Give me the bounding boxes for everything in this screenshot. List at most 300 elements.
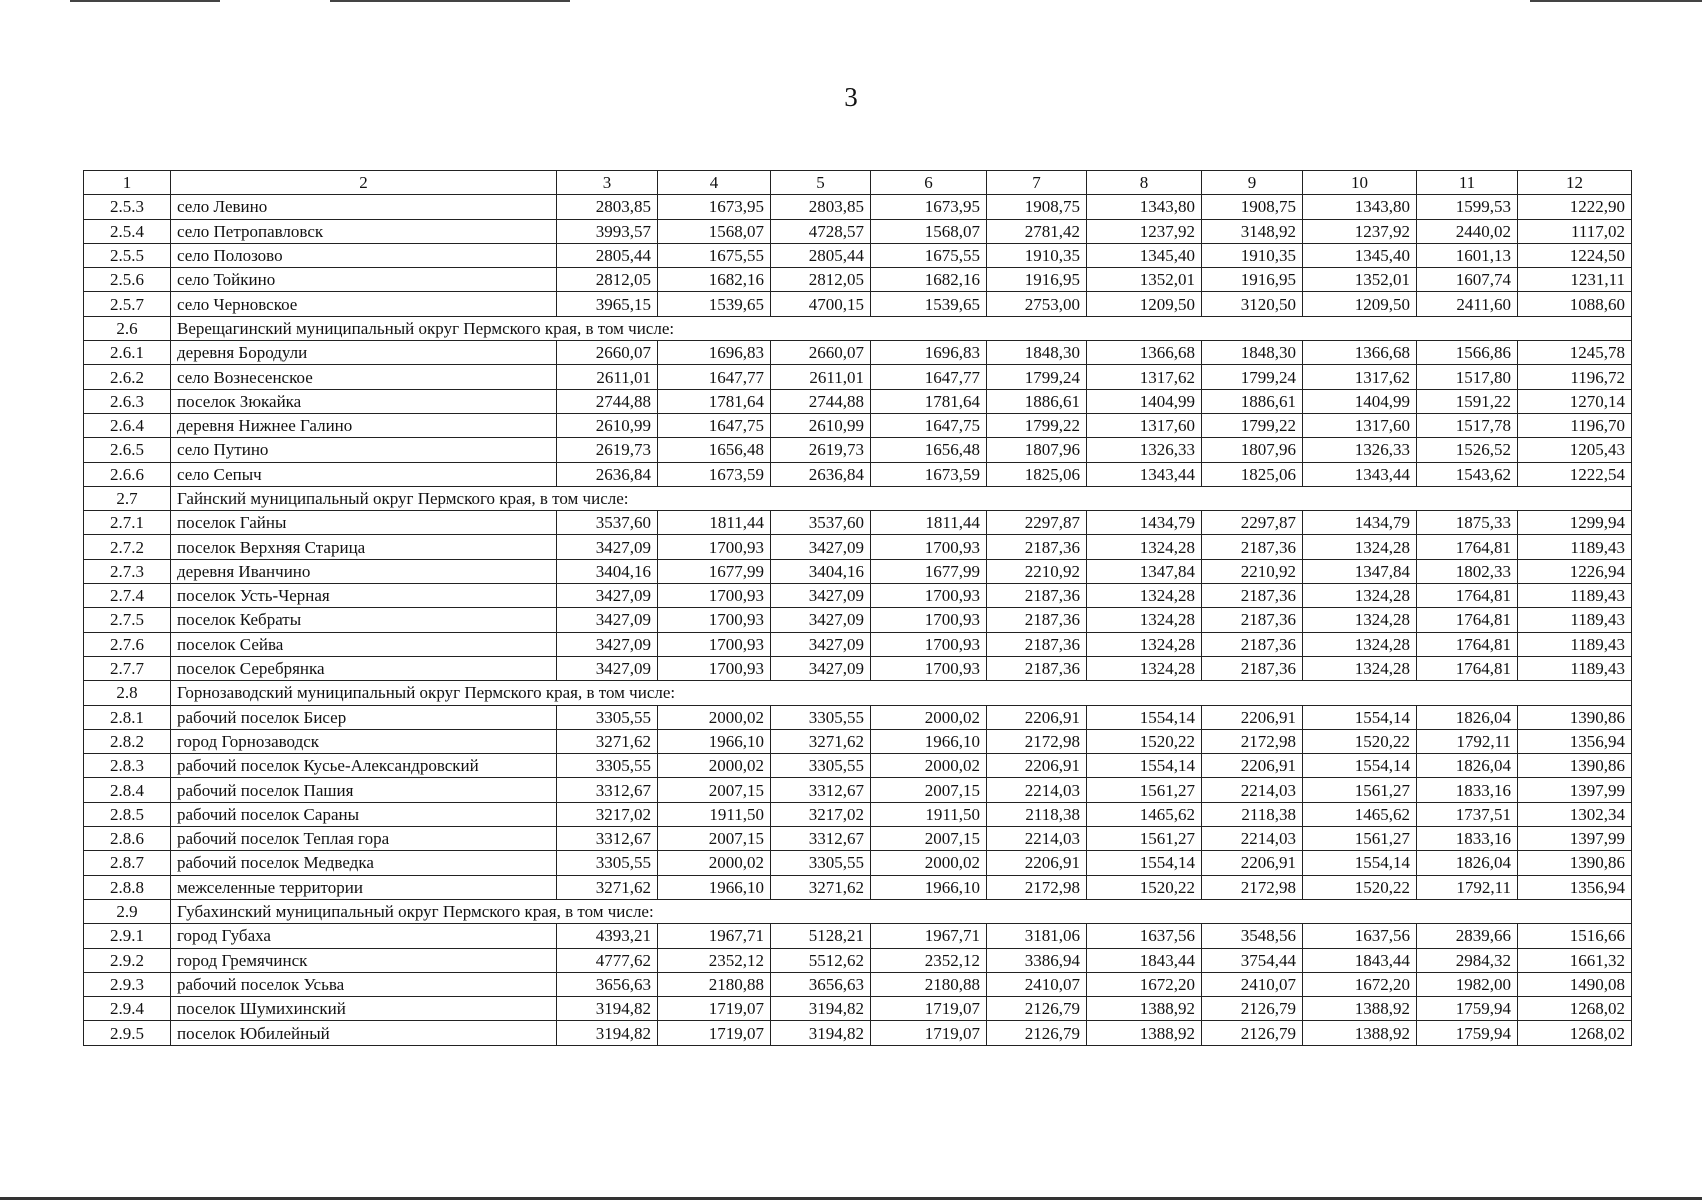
value-cell: 2000,02 bbox=[658, 851, 771, 875]
value-cell: 3120,50 bbox=[1202, 292, 1303, 316]
value-cell: 1675,55 bbox=[871, 243, 987, 267]
column-number-cell: 2 bbox=[171, 171, 557, 195]
row-number-cell: 2.7.2 bbox=[84, 535, 171, 559]
table-row bbox=[84, 535, 1632, 559]
row-number-cell: 2.6.6 bbox=[84, 462, 171, 486]
value-cell: 2803,85 bbox=[771, 195, 871, 219]
row-number-cell: 2.5.6 bbox=[84, 268, 171, 292]
value-cell: 2297,87 bbox=[1202, 511, 1303, 535]
value-cell: 1759,94 bbox=[1417, 997, 1518, 1021]
value-cell: 1910,35 bbox=[1202, 243, 1303, 267]
value-cell: 1656,48 bbox=[658, 438, 771, 462]
value-cell: 1270,14 bbox=[1518, 389, 1632, 413]
settlement-name-cell: село Левино bbox=[171, 195, 557, 219]
value-cell: 1324,28 bbox=[1087, 608, 1202, 632]
value-cell: 1561,27 bbox=[1303, 827, 1417, 851]
value-cell: 2180,88 bbox=[658, 972, 771, 996]
table-row bbox=[84, 1021, 1632, 1045]
value-cell: 1682,16 bbox=[871, 268, 987, 292]
value-cell: 1317,60 bbox=[1087, 413, 1202, 437]
value-cell: 2000,02 bbox=[871, 754, 987, 778]
section-blank-cell bbox=[557, 316, 1632, 340]
value-cell: 2297,87 bbox=[987, 511, 1087, 535]
value-cell: 3386,94 bbox=[987, 948, 1087, 972]
value-cell: 2611,01 bbox=[557, 365, 658, 389]
value-cell: 1848,30 bbox=[987, 341, 1087, 365]
value-cell: 3305,55 bbox=[557, 705, 658, 729]
value-cell: 1520,22 bbox=[1087, 729, 1202, 753]
table-row bbox=[84, 972, 1632, 996]
settlement-name-cell: поселок Кебраты bbox=[171, 608, 557, 632]
row-number-cell: 2.8.1 bbox=[84, 705, 171, 729]
settlement-name-cell: село Тойкино bbox=[171, 268, 557, 292]
value-cell: 1554,14 bbox=[1087, 754, 1202, 778]
value-cell: 3312,67 bbox=[771, 827, 871, 851]
value-cell: 3312,67 bbox=[771, 778, 871, 802]
value-cell: 1792,11 bbox=[1417, 729, 1518, 753]
value-cell: 1875,33 bbox=[1417, 511, 1518, 535]
value-cell: 1554,14 bbox=[1303, 705, 1417, 729]
row-number-cell: 2.8.2 bbox=[84, 729, 171, 753]
value-cell: 1345,40 bbox=[1303, 243, 1417, 267]
value-cell: 1966,10 bbox=[658, 875, 771, 899]
value-cell: 1637,56 bbox=[1087, 924, 1202, 948]
value-cell: 1591,22 bbox=[1417, 389, 1518, 413]
table-row bbox=[84, 413, 1632, 437]
value-cell: 1700,93 bbox=[871, 608, 987, 632]
value-cell: 2803,85 bbox=[557, 195, 658, 219]
value-cell: 1799,22 bbox=[987, 413, 1087, 437]
value-cell: 1324,28 bbox=[1303, 632, 1417, 656]
value-cell: 2187,36 bbox=[1202, 656, 1303, 680]
value-cell: 1700,93 bbox=[658, 584, 771, 608]
value-cell: 1209,50 bbox=[1087, 292, 1202, 316]
value-cell: 1696,83 bbox=[871, 341, 987, 365]
value-cell: 1268,02 bbox=[1518, 1021, 1632, 1045]
table-row bbox=[84, 365, 1632, 389]
row-number-cell: 2.6 bbox=[84, 316, 171, 340]
settlement-name-cell: рабочий поселок Пашия bbox=[171, 778, 557, 802]
value-cell: 1673,95 bbox=[871, 195, 987, 219]
value-cell: 1554,14 bbox=[1303, 754, 1417, 778]
column-number-cell: 6 bbox=[871, 171, 987, 195]
value-cell: 1826,04 bbox=[1417, 754, 1518, 778]
value-cell: 2206,91 bbox=[987, 754, 1087, 778]
settlement-name-cell: поселок Серебрянка bbox=[171, 656, 557, 680]
value-cell: 1799,24 bbox=[1202, 365, 1303, 389]
value-cell: 1561,27 bbox=[1303, 778, 1417, 802]
value-cell: 2187,36 bbox=[987, 632, 1087, 656]
row-number-cell: 2.8 bbox=[84, 681, 171, 705]
value-cell: 3427,09 bbox=[771, 632, 871, 656]
value-cell: 1189,43 bbox=[1518, 584, 1632, 608]
value-cell: 1843,44 bbox=[1087, 948, 1202, 972]
settlement-name-cell: рабочий поселок Сараны bbox=[171, 802, 557, 826]
value-cell: 2007,15 bbox=[658, 778, 771, 802]
value-cell: 1324,28 bbox=[1303, 584, 1417, 608]
tariff-table bbox=[83, 170, 1632, 1046]
value-cell: 1397,99 bbox=[1518, 778, 1632, 802]
value-cell: 2352,12 bbox=[658, 948, 771, 972]
section-title-cell: Верещагинский муниципальный округ Пермского края, в том числе: bbox=[171, 316, 557, 340]
value-cell: 2007,15 bbox=[871, 778, 987, 802]
value-cell: 1802,33 bbox=[1417, 559, 1518, 583]
table-row bbox=[84, 268, 1632, 292]
row-number-cell: 2.8.6 bbox=[84, 827, 171, 851]
settlement-name-cell: рабочий поселок Бисер bbox=[171, 705, 557, 729]
settlement-name-cell: село Путино bbox=[171, 438, 557, 462]
value-cell: 1700,93 bbox=[871, 535, 987, 559]
table-row bbox=[84, 559, 1632, 583]
value-cell: 1677,99 bbox=[871, 559, 987, 583]
value-cell: 3181,06 bbox=[987, 924, 1087, 948]
value-cell: 2126,79 bbox=[1202, 997, 1303, 1021]
value-cell: 3427,09 bbox=[557, 656, 658, 680]
row-number-cell: 2.8.8 bbox=[84, 875, 171, 899]
value-cell: 1700,93 bbox=[658, 535, 771, 559]
value-cell: 1966,10 bbox=[871, 729, 987, 753]
column-number-cell: 10 bbox=[1303, 171, 1417, 195]
row-number-cell: 2.9 bbox=[84, 899, 171, 923]
value-cell: 3305,55 bbox=[557, 851, 658, 875]
settlement-name-cell: поселок Гайны bbox=[171, 511, 557, 535]
value-cell: 1737,51 bbox=[1417, 802, 1518, 826]
value-cell: 1764,81 bbox=[1417, 632, 1518, 656]
value-cell: 1673,59 bbox=[871, 462, 987, 486]
value-cell: 1700,93 bbox=[658, 632, 771, 656]
value-cell: 3656,63 bbox=[557, 972, 658, 996]
row-number-cell: 2.9.1 bbox=[84, 924, 171, 948]
value-cell: 3537,60 bbox=[557, 511, 658, 535]
value-cell: 2126,79 bbox=[987, 997, 1087, 1021]
value-cell: 2118,38 bbox=[987, 802, 1087, 826]
value-cell: 1700,93 bbox=[658, 608, 771, 632]
value-cell: 3427,09 bbox=[557, 632, 658, 656]
value-cell: 1543,62 bbox=[1417, 462, 1518, 486]
page-number: 3 bbox=[844, 82, 858, 112]
value-cell: 1848,30 bbox=[1202, 341, 1303, 365]
row-number-cell: 2.8.7 bbox=[84, 851, 171, 875]
value-cell: 2660,07 bbox=[771, 341, 871, 365]
value-cell: 2000,02 bbox=[871, 705, 987, 729]
table-row bbox=[84, 608, 1632, 632]
value-cell: 2805,44 bbox=[557, 243, 658, 267]
row-number-cell: 2.6.4 bbox=[84, 413, 171, 437]
value-cell: 1189,43 bbox=[1518, 535, 1632, 559]
value-cell: 1696,83 bbox=[658, 341, 771, 365]
table-row bbox=[84, 243, 1632, 267]
value-cell: 1764,81 bbox=[1417, 608, 1518, 632]
value-cell: 1843,44 bbox=[1303, 948, 1417, 972]
value-cell: 3993,57 bbox=[557, 219, 658, 243]
value-cell: 3656,63 bbox=[771, 972, 871, 996]
column-number-row bbox=[84, 171, 1632, 195]
value-cell: 1811,44 bbox=[871, 511, 987, 535]
value-cell: 2007,15 bbox=[658, 827, 771, 851]
row-number-cell: 2.8.4 bbox=[84, 778, 171, 802]
value-cell: 2172,98 bbox=[987, 729, 1087, 753]
row-number-cell: 2.7.4 bbox=[84, 584, 171, 608]
value-cell: 3305,55 bbox=[771, 754, 871, 778]
settlement-name-cell: деревня Нижнее Галино bbox=[171, 413, 557, 437]
value-cell: 3194,82 bbox=[771, 1021, 871, 1045]
value-cell: 2636,84 bbox=[771, 462, 871, 486]
value-cell: 1647,77 bbox=[658, 365, 771, 389]
value-cell: 2440,02 bbox=[1417, 219, 1518, 243]
value-cell: 1324,28 bbox=[1087, 632, 1202, 656]
value-cell: 1647,75 bbox=[658, 413, 771, 437]
value-cell: 3404,16 bbox=[771, 559, 871, 583]
value-cell: 2180,88 bbox=[871, 972, 987, 996]
value-cell: 3217,02 bbox=[557, 802, 658, 826]
value-cell: 3427,09 bbox=[771, 608, 871, 632]
value-cell: 1599,53 bbox=[1417, 195, 1518, 219]
value-cell: 1719,07 bbox=[871, 1021, 987, 1045]
column-number-cell: 8 bbox=[1087, 171, 1202, 195]
row-number-cell: 2.7.1 bbox=[84, 511, 171, 535]
table-row bbox=[84, 705, 1632, 729]
value-cell: 3427,09 bbox=[557, 608, 658, 632]
row-number-cell: 2.7.3 bbox=[84, 559, 171, 583]
value-cell: 3427,09 bbox=[771, 535, 871, 559]
value-cell: 2187,36 bbox=[987, 584, 1087, 608]
table-row bbox=[84, 754, 1632, 778]
value-cell: 1811,44 bbox=[658, 511, 771, 535]
value-cell: 1343,80 bbox=[1087, 195, 1202, 219]
value-cell: 1390,86 bbox=[1518, 705, 1632, 729]
table-row bbox=[84, 584, 1632, 608]
value-cell: 5128,21 bbox=[771, 924, 871, 948]
value-cell: 2187,36 bbox=[987, 608, 1087, 632]
settlement-name-cell: рабочий поселок Усьва bbox=[171, 972, 557, 996]
row-number-cell: 2.9.4 bbox=[84, 997, 171, 1021]
value-cell: 1317,60 bbox=[1303, 413, 1417, 437]
value-cell: 1799,22 bbox=[1202, 413, 1303, 437]
value-cell: 1825,06 bbox=[1202, 462, 1303, 486]
value-cell: 1268,02 bbox=[1518, 997, 1632, 1021]
value-cell: 1237,92 bbox=[1087, 219, 1202, 243]
value-cell: 1566,86 bbox=[1417, 341, 1518, 365]
table-row bbox=[84, 827, 1632, 851]
value-cell: 1326,33 bbox=[1087, 438, 1202, 462]
settlement-name-cell: поселок Юбилейный bbox=[171, 1021, 557, 1045]
value-cell: 3194,82 bbox=[557, 997, 658, 1021]
row-number-cell: 2.9.2 bbox=[84, 948, 171, 972]
value-cell: 1352,01 bbox=[1303, 268, 1417, 292]
value-cell: 1807,96 bbox=[1202, 438, 1303, 462]
value-cell: 1388,92 bbox=[1087, 997, 1202, 1021]
row-number-cell: 2.7.6 bbox=[84, 632, 171, 656]
value-cell: 1388,92 bbox=[1087, 1021, 1202, 1045]
value-cell: 2781,42 bbox=[987, 219, 1087, 243]
value-cell: 1554,14 bbox=[1303, 851, 1417, 875]
value-cell: 1117,02 bbox=[1518, 219, 1632, 243]
value-cell: 1324,28 bbox=[1087, 535, 1202, 559]
value-cell: 1910,35 bbox=[987, 243, 1087, 267]
settlement-name-cell: поселок Усть-Черная bbox=[171, 584, 557, 608]
value-cell: 1490,08 bbox=[1518, 972, 1632, 996]
value-cell: 1826,04 bbox=[1417, 851, 1518, 875]
section-row bbox=[84, 486, 1632, 510]
value-cell: 1982,00 bbox=[1417, 972, 1518, 996]
value-cell: 1539,65 bbox=[871, 292, 987, 316]
value-cell: 1673,95 bbox=[658, 195, 771, 219]
value-cell: 1356,94 bbox=[1518, 729, 1632, 753]
value-cell: 1966,10 bbox=[658, 729, 771, 753]
value-cell: 1404,99 bbox=[1303, 389, 1417, 413]
row-number-cell: 2.6.3 bbox=[84, 389, 171, 413]
value-cell: 1967,71 bbox=[658, 924, 771, 948]
section-row bbox=[84, 899, 1632, 923]
table-row bbox=[84, 632, 1632, 656]
settlement-name-cell: рабочий поселок Теплая гора bbox=[171, 827, 557, 851]
row-number-cell: 2.9.5 bbox=[84, 1021, 171, 1045]
value-cell: 1088,60 bbox=[1518, 292, 1632, 316]
value-cell: 2610,99 bbox=[557, 413, 658, 437]
value-cell: 1561,27 bbox=[1087, 778, 1202, 802]
value-cell: 1719,07 bbox=[871, 997, 987, 1021]
value-cell: 1189,43 bbox=[1518, 632, 1632, 656]
value-cell: 1388,92 bbox=[1303, 1021, 1417, 1045]
value-cell: 1245,78 bbox=[1518, 341, 1632, 365]
value-cell: 3427,09 bbox=[557, 584, 658, 608]
row-number-cell: 2.7.7 bbox=[84, 656, 171, 680]
value-cell: 1343,44 bbox=[1303, 462, 1417, 486]
table-row bbox=[84, 511, 1632, 535]
value-cell: 1222,90 bbox=[1518, 195, 1632, 219]
value-cell: 1826,04 bbox=[1417, 705, 1518, 729]
row-number-cell: 2.8.3 bbox=[84, 754, 171, 778]
value-cell: 3537,60 bbox=[771, 511, 871, 535]
table-row bbox=[84, 924, 1632, 948]
value-cell: 1886,61 bbox=[1202, 389, 1303, 413]
value-cell: 2000,02 bbox=[658, 754, 771, 778]
table-row bbox=[84, 656, 1632, 680]
value-cell: 1916,95 bbox=[1202, 268, 1303, 292]
value-cell: 1434,79 bbox=[1087, 511, 1202, 535]
value-cell: 1833,16 bbox=[1417, 827, 1518, 851]
value-cell: 1302,34 bbox=[1518, 802, 1632, 826]
row-number-cell: 2.5.5 bbox=[84, 243, 171, 267]
value-cell: 1224,50 bbox=[1518, 243, 1632, 267]
value-cell: 1700,93 bbox=[871, 656, 987, 680]
value-cell: 3312,67 bbox=[557, 778, 658, 802]
value-cell: 1661,32 bbox=[1518, 948, 1632, 972]
value-cell: 5512,62 bbox=[771, 948, 871, 972]
value-cell: 2210,92 bbox=[987, 559, 1087, 583]
value-cell: 1764,81 bbox=[1417, 584, 1518, 608]
settlement-name-cell: город Гремячинск bbox=[171, 948, 557, 972]
value-cell: 1196,70 bbox=[1518, 413, 1632, 437]
table-row bbox=[84, 219, 1632, 243]
value-cell: 1317,62 bbox=[1087, 365, 1202, 389]
value-cell: 3305,55 bbox=[771, 705, 871, 729]
value-cell: 1759,94 bbox=[1417, 1021, 1518, 1045]
scan-edge-line bbox=[1530, 0, 1702, 2]
table-row bbox=[84, 875, 1632, 899]
value-cell: 1390,86 bbox=[1518, 851, 1632, 875]
table-row bbox=[84, 802, 1632, 826]
value-cell: 1317,62 bbox=[1303, 365, 1417, 389]
row-number-cell: 2.6.2 bbox=[84, 365, 171, 389]
settlement-name-cell: деревня Бородули bbox=[171, 341, 557, 365]
value-cell: 3194,82 bbox=[771, 997, 871, 1021]
column-number-cell: 5 bbox=[771, 171, 871, 195]
value-cell: 1226,94 bbox=[1518, 559, 1632, 583]
section-blank-cell bbox=[557, 486, 1632, 510]
value-cell: 1526,52 bbox=[1417, 438, 1518, 462]
value-cell: 2744,88 bbox=[771, 389, 871, 413]
settlement-name-cell: рабочий поселок Медведка bbox=[171, 851, 557, 875]
settlement-name-cell: деревня Иванчино bbox=[171, 559, 557, 583]
value-cell: 1520,22 bbox=[1087, 875, 1202, 899]
settlement-name-cell: село Полозово bbox=[171, 243, 557, 267]
value-cell: 1781,64 bbox=[871, 389, 987, 413]
value-cell: 2636,84 bbox=[557, 462, 658, 486]
value-cell: 2187,36 bbox=[987, 535, 1087, 559]
value-cell: 1343,80 bbox=[1303, 195, 1417, 219]
value-cell: 1647,77 bbox=[871, 365, 987, 389]
value-cell: 1656,48 bbox=[871, 438, 987, 462]
value-cell: 1561,27 bbox=[1087, 827, 1202, 851]
table-row bbox=[84, 729, 1632, 753]
value-cell: 2126,79 bbox=[987, 1021, 1087, 1045]
value-cell: 2805,44 bbox=[771, 243, 871, 267]
value-cell: 1700,93 bbox=[871, 632, 987, 656]
value-cell: 2812,05 bbox=[557, 268, 658, 292]
value-cell: 3194,82 bbox=[557, 1021, 658, 1045]
table-body bbox=[84, 171, 1632, 1046]
settlement-name-cell: поселок Зюкайка bbox=[171, 389, 557, 413]
settlement-name-cell: село Петропавловск bbox=[171, 219, 557, 243]
section-row bbox=[84, 681, 1632, 705]
value-cell: 1568,07 bbox=[658, 219, 771, 243]
value-cell: 2744,88 bbox=[557, 389, 658, 413]
value-cell: 2206,91 bbox=[1202, 705, 1303, 729]
settlement-name-cell: город Губаха bbox=[171, 924, 557, 948]
value-cell: 1792,11 bbox=[1417, 875, 1518, 899]
value-cell: 2187,36 bbox=[1202, 535, 1303, 559]
value-cell: 1601,13 bbox=[1417, 243, 1518, 267]
value-cell: 1825,06 bbox=[987, 462, 1087, 486]
table-row bbox=[84, 948, 1632, 972]
value-cell: 1647,75 bbox=[871, 413, 987, 437]
table-row bbox=[84, 438, 1632, 462]
value-cell: 1352,01 bbox=[1087, 268, 1202, 292]
column-number-cell: 9 bbox=[1202, 171, 1303, 195]
value-cell: 1324,28 bbox=[1303, 535, 1417, 559]
value-cell: 1554,14 bbox=[1087, 705, 1202, 729]
value-cell: 1324,28 bbox=[1303, 656, 1417, 680]
column-number-cell: 3 bbox=[557, 171, 658, 195]
value-cell: 1911,50 bbox=[658, 802, 771, 826]
settlement-name-cell: село Вознесенское bbox=[171, 365, 557, 389]
value-cell: 3271,62 bbox=[557, 729, 658, 753]
row-number-cell: 2.5.4 bbox=[84, 219, 171, 243]
value-cell: 2214,03 bbox=[1202, 827, 1303, 851]
value-cell: 1356,94 bbox=[1518, 875, 1632, 899]
value-cell: 1209,50 bbox=[1303, 292, 1417, 316]
section-title-cell: Губахинский муниципальный округ Пермского края, в том числе: bbox=[171, 899, 557, 923]
value-cell: 1799,24 bbox=[987, 365, 1087, 389]
value-cell: 1911,50 bbox=[871, 802, 987, 826]
value-cell: 2210,92 bbox=[1202, 559, 1303, 583]
value-cell: 1672,20 bbox=[1087, 972, 1202, 996]
scan-edge-line bbox=[330, 0, 570, 2]
value-cell: 2610,99 bbox=[771, 413, 871, 437]
value-cell: 1966,10 bbox=[871, 875, 987, 899]
value-cell: 1404,99 bbox=[1087, 389, 1202, 413]
